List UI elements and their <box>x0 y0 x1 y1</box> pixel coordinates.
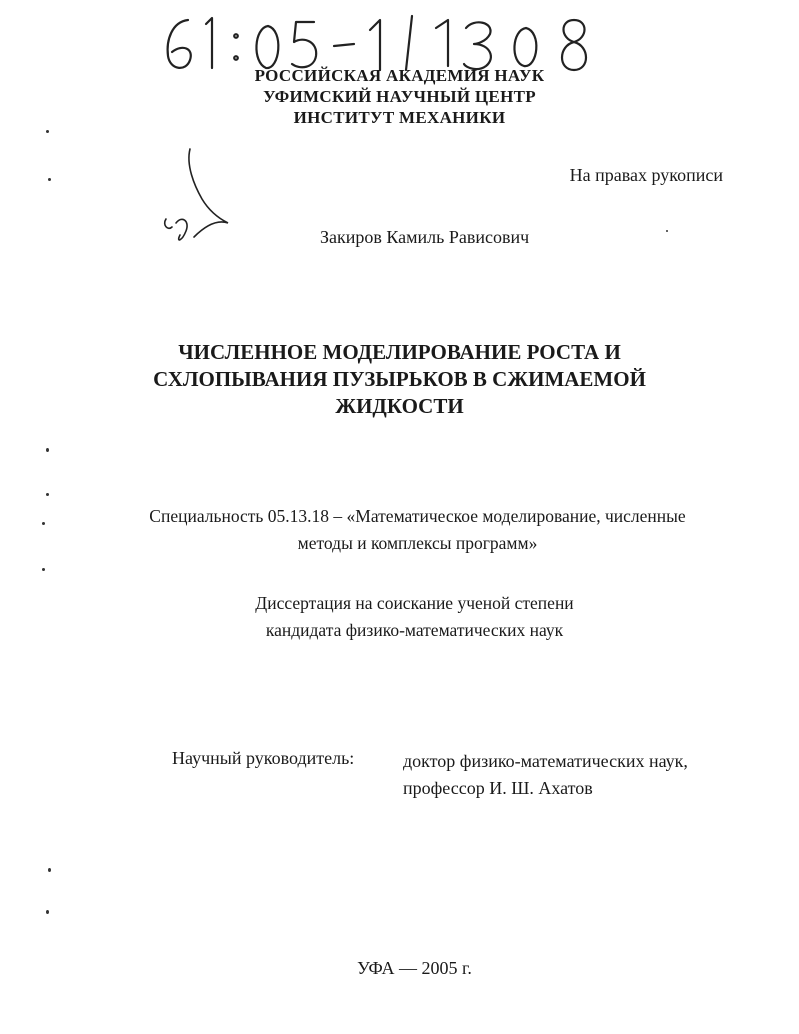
title-line: ЖИДКОСТИ <box>335 394 464 418</box>
specialty-line: Специальность 05.13.18 – «Математическое моделирование, численные <box>149 506 686 526</box>
scan-speck <box>42 568 45 571</box>
specialty-line: методы и комплексы программ» <box>297 533 538 553</box>
signature <box>158 145 238 255</box>
specialty <box>0 503 799 557</box>
scan-speck <box>42 522 45 525</box>
scan-speck <box>46 130 49 133</box>
dissertation-line: Диссертация на соискание ученой степени <box>255 593 574 613</box>
title-line: СХЛОПЫВАНИЯ ПУЗЫРЬКОВ В СЖИМАЕМОЙ <box>153 367 646 391</box>
scan-speck <box>48 868 51 872</box>
scan-speck <box>46 493 49 496</box>
center-name: УФИМСКИЙ НАУЧНЫЙ ЦЕНТР <box>263 87 536 106</box>
rights-note: На правах рукописи <box>569 165 723 185</box>
scan-speck <box>46 910 49 914</box>
academy-name: РОССИЙСКАЯ АКАДЕМИЯ НАУК <box>254 66 545 85</box>
dissertation-line: кандидата физико-математических наук <box>265 620 564 640</box>
scan-speck <box>48 178 51 181</box>
scan-speck <box>666 230 668 232</box>
thesis-title <box>0 339 799 420</box>
institute-name: ИНСТИТУТ МЕХАНИКИ <box>293 108 506 127</box>
title-line: ЧИСЛЕННОЕ МОДЕЛИРОВАНИЕ РОСТА И <box>178 340 621 364</box>
supervisor-info <box>403 748 688 802</box>
author-name: Закиров Камиль Рависович <box>320 227 530 247</box>
dissertation-degree <box>0 590 799 644</box>
city-year: УФА — 2005 г. <box>357 958 472 978</box>
supervisor-degree: доктор физико-математических наук, <box>403 751 688 771</box>
supervisor-name: профессор И. Ш. Ахатов <box>403 778 593 798</box>
scan-speck <box>46 448 49 452</box>
supervisor-label: Научный руководитель: <box>172 748 355 768</box>
